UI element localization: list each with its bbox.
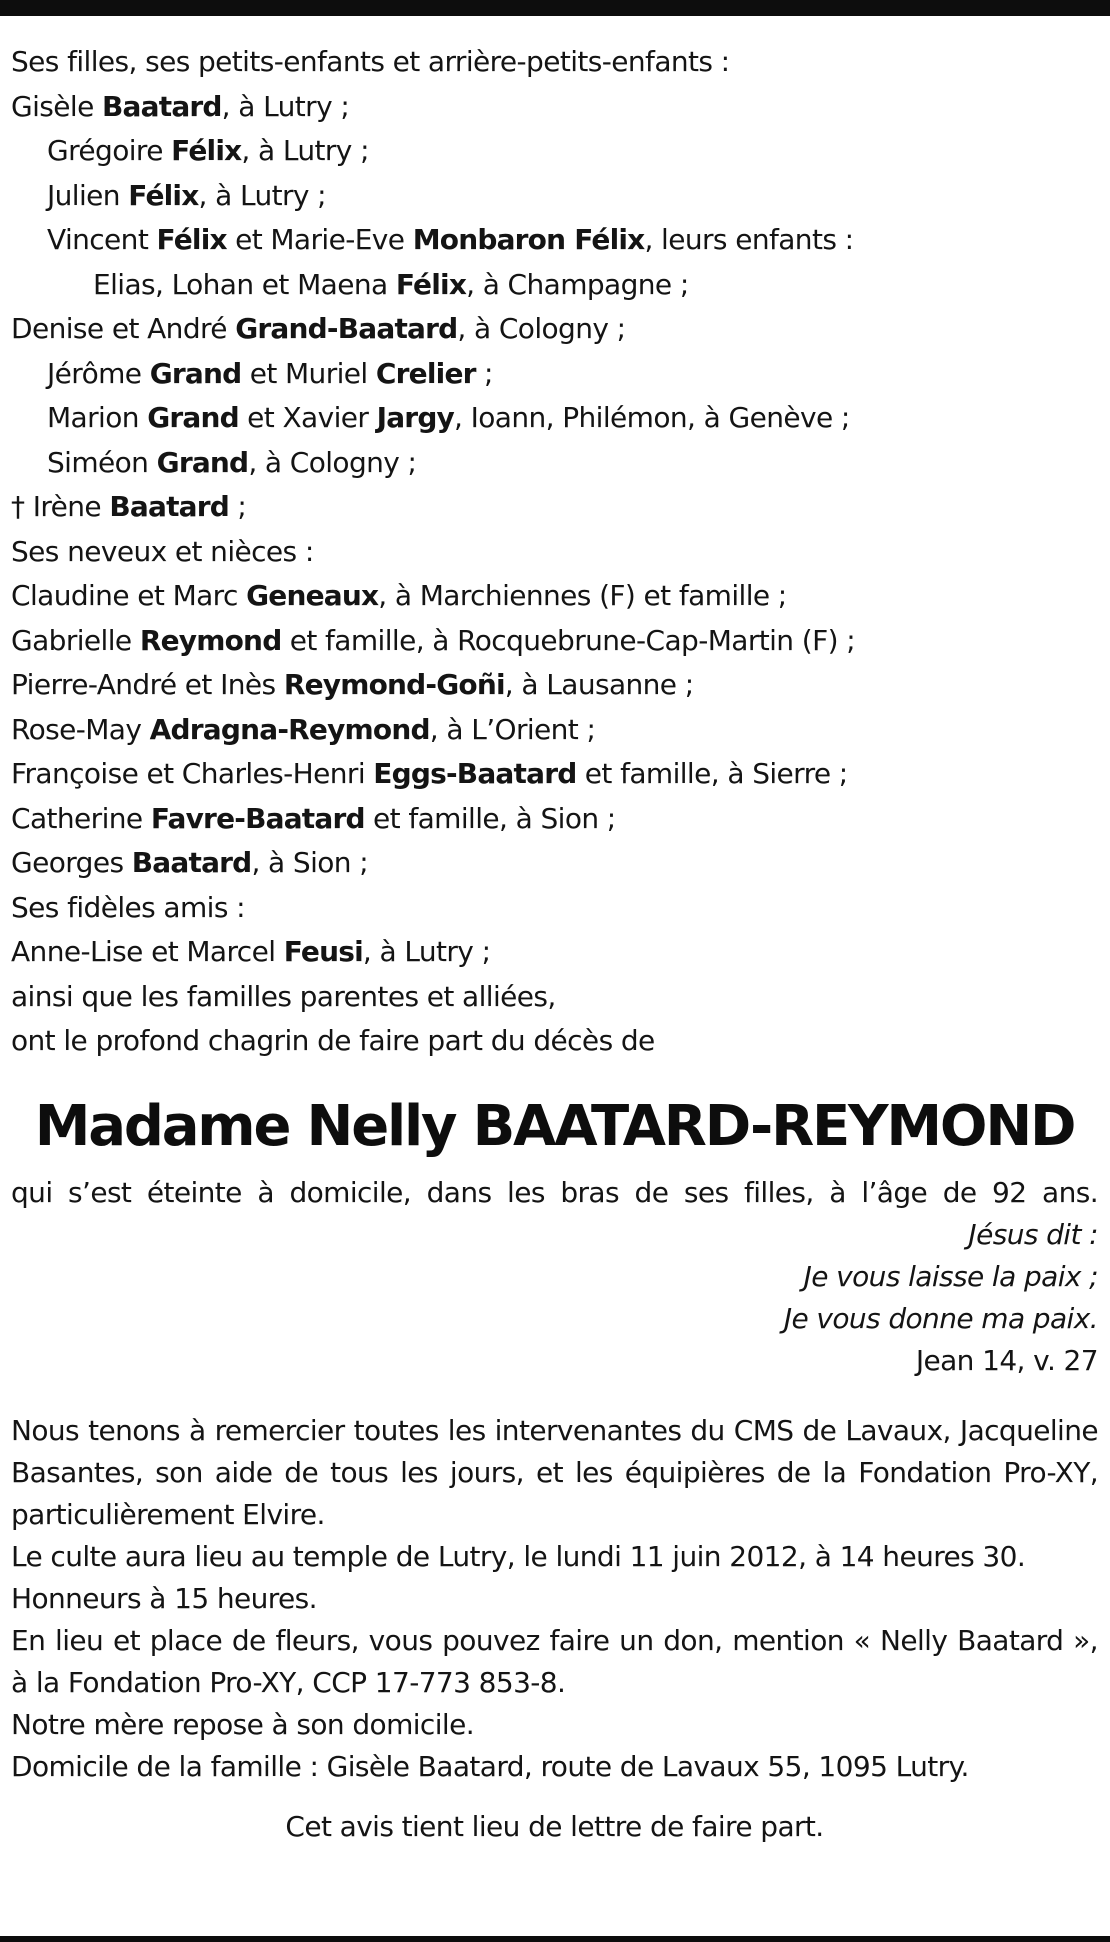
family-line [11,85,1098,130]
family-surname: Jargy [376,401,455,434]
family-surname: Baatard [102,89,222,123]
family-text: et famille, à Sion ; [364,801,616,835]
family-line [11,263,1098,308]
honours-paragraph: Honneurs à 15 heures. [11,1581,317,1615]
family-text: , à Marchiennes (F) et famille ; [378,579,787,612]
family-line [11,218,1098,263]
family-line [11,485,1098,530]
family-line [11,174,1098,219]
family-text: Anne-Lise et Marcel [11,935,284,968]
family-text: , à Lutry ; [221,89,350,123]
family-text: , à L’Orient ; [429,712,596,746]
family-text: ont le profond chagrin de faire part du décès de [11,1024,655,1057]
family-surname: Reymond-Goñi [283,668,505,701]
family-surname: Félix [128,178,199,212]
family-text: Julien [47,178,129,212]
family-text: Ses filles, ses petits-enfants et arrière-petits-enfants : [11,45,730,78]
family-line [11,441,1098,486]
family-text: et Marie-Eve [226,223,413,256]
family-text: Vincent [47,223,157,256]
family-text: , à Champagne ; [466,267,689,301]
family-text: Grégoire [47,134,172,167]
family-surname: Monbaron Félix [412,223,645,256]
family-text: , leurs enfants : [644,223,854,256]
family-text: † Irène [11,490,110,523]
quote-line: Je vous laisse la paix ; [803,1259,1098,1293]
closing-note: Cet avis tient lieu de lettre de faire part. [285,1809,824,1843]
quote-line: Je vous donne ma paix. [783,1301,1098,1335]
family-line [11,930,1098,975]
family-text: Marion [47,401,148,434]
family-text: Gisèle [11,89,102,123]
family-text: Siméon [47,445,157,479]
family-text: , à Sion ; [251,846,369,879]
family-text: et famille, à Sierre ; [576,757,848,790]
family-line [11,40,1098,85]
family-line [11,307,1098,352]
family-text: ; [475,356,493,390]
family-line [11,619,1098,664]
thanks-paragraph: Nous tenons à remercier toutes les intervenantes du CMS de Lavaux, Jacqueline Basantes, son aide de tous les jours, et les équipières de la Fondation Pro-XY, particulièrement Elvire. [11,1413,1098,1531]
family-surname: Reymond [139,623,282,657]
family-surname: Félix [395,267,467,301]
family-text: Jérôme [47,356,150,390]
family-text: et Muriel [241,356,376,390]
family-line [11,1019,1098,1064]
family-surname: Grand-Baatard [235,312,458,345]
family-text: Ses fidèles amis : [11,890,245,924]
family-line [11,352,1098,397]
family-line [11,797,1098,842]
family-text: Claudine et Marc [11,579,247,612]
family-text: , à Cologny ; [457,312,626,345]
family-text: , à Cologny ; [248,445,417,479]
family-text: Rose-May [11,712,150,746]
family-text: Pierre-André et Inès [11,668,284,701]
family-text: ; [229,490,247,523]
bottom-border-bar [0,1936,1110,1942]
bible-quote [11,1214,1098,1382]
family-text: , à Lausanne ; [504,668,694,701]
family-surname: Adragna-Reymond [149,712,430,746]
quote-line: Jésus dit : [968,1217,1098,1251]
family-line [11,752,1098,797]
family-line [11,886,1098,931]
family-surname: Eggs-Baatard [373,757,577,790]
quote-reference: Jean 14, v. 27 [915,1343,1098,1377]
family-line [11,708,1098,753]
family-surname: Félix [171,134,242,167]
family-text: Catherine [11,801,151,835]
top-border-bar [0,0,1110,16]
family-text: Gabrielle [11,623,140,657]
family-surname: Grand [147,401,239,434]
family-line [11,396,1098,441]
family-surname: Feusi [283,935,363,968]
family-text: Françoise et Charles-Henri [11,757,374,790]
family-text: et famille, à Rocquebrune-Cap-Martin (F) ; [281,623,856,657]
service-paragraph: Le culte aura lieu au temple de Lutry, le lundi 11 juin 2012, à 14 heures 30. [11,1539,1026,1573]
family-line [11,129,1098,174]
rest-paragraph: Notre mère repose à son domicile. [11,1707,475,1741]
family-surname: Geneaux [246,579,379,612]
intro-paragraph: qui s’est éteinte à domicile, dans les bras de ses filles, à l’âge de 92 ans. [11,1175,1098,1209]
family-line [11,530,1098,575]
family-surname: Favre-Baatard [150,801,365,835]
family-text: Ses neveux et nièces : [11,534,314,568]
family-surname: Baatard [109,490,230,523]
family-text: ainsi que les familles parentes et alliées, [11,979,556,1013]
family-line [11,574,1098,619]
family-text: Georges [11,846,132,879]
family-surname: Crelier [375,356,476,390]
family-list [11,40,1098,1064]
obituary-notice [11,40,1098,1848]
family-text: et Xavier [238,401,377,434]
family-text: , à Lutry ; [362,935,491,968]
family-text: , à Lutry ; [241,134,369,167]
family-line [11,841,1098,886]
domicile-paragraph: Domicile de la famille : Gisèle Baatard, route de Lavaux 55, 1095 Lutry. [11,1749,969,1783]
family-surname: Grand [156,445,249,479]
donation-paragraph: En lieu et place de fleurs, vous pouvez faire un don, mention « Nelly Baatard », à la Fondation Pro-XY, CCP 17-773 853-8. [11,1623,1098,1699]
family-surname: Grand [149,356,242,390]
deceased-name-headline: Madame Nelly BAATARD-REYMOND [34,1093,1075,1159]
family-text: , Ioann, Philémon, à Genève ; [454,401,850,434]
spacer [11,1382,1098,1410]
family-surname: Baatard [131,846,252,879]
family-text: , à Lutry ; [198,178,327,212]
family-text: Elias, Lohan et Maena [93,267,396,301]
family-line [11,663,1098,708]
family-surname: Félix [156,223,227,256]
family-line [11,975,1098,1020]
family-text: Denise et André [11,312,236,345]
